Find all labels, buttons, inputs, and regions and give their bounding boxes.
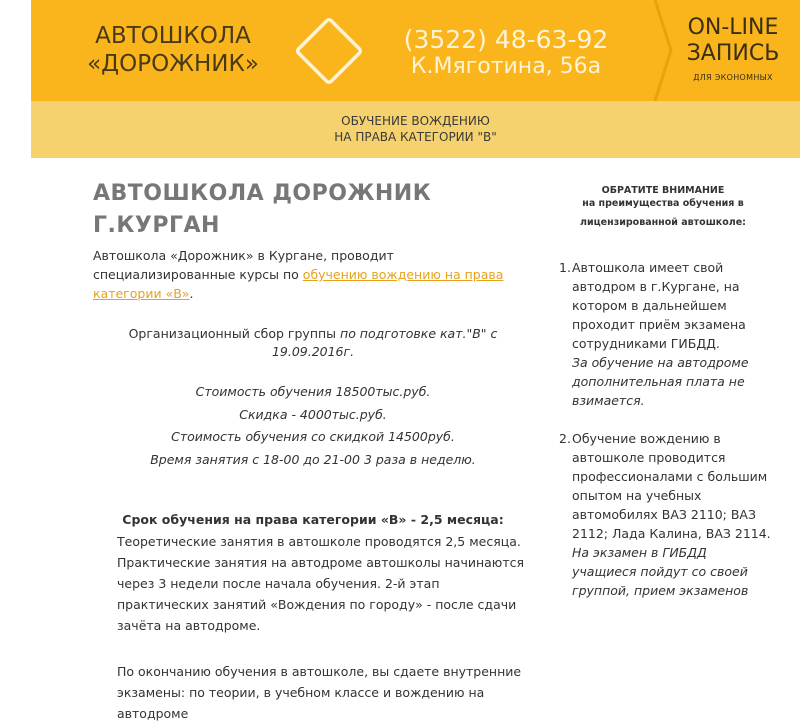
- header: [31, 0, 800, 101]
- category-b-link[interactable]: обучению вождению на права категории «В»: [93, 267, 504, 301]
- online-line2: ЗАПИСЬ: [686, 41, 780, 66]
- discount-line: Скидка - 4000тыс.руб.: [239, 406, 387, 422]
- subheader-line1: ОБУЧЕНИЕ ВОЖДЕНИЮ: [341, 114, 490, 128]
- sidebar-advantages: [553, 184, 773, 600]
- online-subtext: ДЛЯ ЭКОНОМНЫХ: [693, 73, 773, 82]
- list-item: [553, 258, 773, 410]
- discounted-price-line: Стоимость обучения со скидкой 14500руб.: [171, 429, 455, 444]
- address: К.Мяготина, 56а: [410, 54, 602, 79]
- list-item-number: 2.: [559, 431, 571, 446]
- intro-text: Автошкола «Дорожник» в Кургане, проводит специализированные курсы по: [93, 248, 394, 282]
- training-details: Теоретические занятия в автошколе проводятся 2,5 месяца. Практические занятия на автодроме автошколы начинаются через 3 недели после начала обучения. 2-й этап практических занятий «Вождения по городу» - после сдачи зачёта на автодроме.: [117, 534, 525, 633]
- group-start-info: [93, 325, 533, 361]
- intro-end: .: [189, 286, 194, 301]
- duration-heading: Срок обучения на права категории «В» - 2,5 месяца:: [122, 512, 504, 527]
- phone-number[interactable]: (3522) 48-63-92: [403, 25, 609, 54]
- price-line: Стоимость обучения 18500тыс.руб.: [195, 384, 431, 399]
- notice-title: ОБРАТИТЕ ВНИМАНИЕ: [601, 185, 725, 196]
- group-date: по подготовке кат."В" с 19.09.2016г.: [271, 326, 498, 359]
- notice-subtitle2: лицензированной автошколе:: [580, 217, 746, 228]
- subheader-banner: [31, 101, 800, 158]
- notice-subtitle: на преимущества обучения в: [582, 198, 744, 209]
- online-line1: ON-LINE: [687, 15, 779, 40]
- group-text: Организационный сбор группы: [128, 326, 341, 341]
- list-item-number: 1.: [559, 260, 571, 275]
- list-item-text: Автошкола имеет свой автодром в г.Кургане, на котором в дальнейшем проходит приём экзамена сотрудниками ГИБДД.: [572, 260, 746, 351]
- advantages-list: [553, 258, 773, 600]
- schedule-line: Время занятия с 18-00 до 21-00 3 раза в неделю.: [150, 451, 476, 467]
- school-logo[interactable]: [63, 22, 283, 78]
- road-sign-diamond-icon: [294, 16, 364, 86]
- logo-line1: АВТОШКОЛА: [95, 23, 251, 49]
- price-block: [93, 381, 533, 471]
- logo-line2: «ДОРОЖНИК»: [87, 51, 259, 77]
- page-title: АВТОШКОЛА ДОРОЖНИК Г.КУРГАН: [93, 181, 432, 238]
- main-content: [93, 178, 533, 724]
- exam-paragraph: По окончанию обучения в автошколе, вы сдаете внутренние экзамены: по теории, в учебном классе и вождению на автодроме: [117, 664, 522, 721]
- subheader-line2: НА ПРАВА КАТЕГОРИИ "В": [334, 130, 497, 144]
- list-item-text: Обучение вождению в автошколе проводится профессионалами с большим опытом на учебных автомобилях ВАЗ 2110; ВАЗ 2112; Лада Калина, ВАЗ 2114.: [572, 431, 771, 541]
- online-registration-button[interactable]: [655, 0, 800, 101]
- contacts: [386, 26, 626, 80]
- list-item-note: На экзамен в ГИБДД учащиеся пойдут со своей группой, прием экзаменов: [572, 545, 749, 598]
- intro-paragraph: [93, 246, 533, 303]
- list-item: [553, 429, 773, 600]
- list-item-note: За обучение на автодроме дополнительная плата не взимается.: [572, 355, 749, 408]
